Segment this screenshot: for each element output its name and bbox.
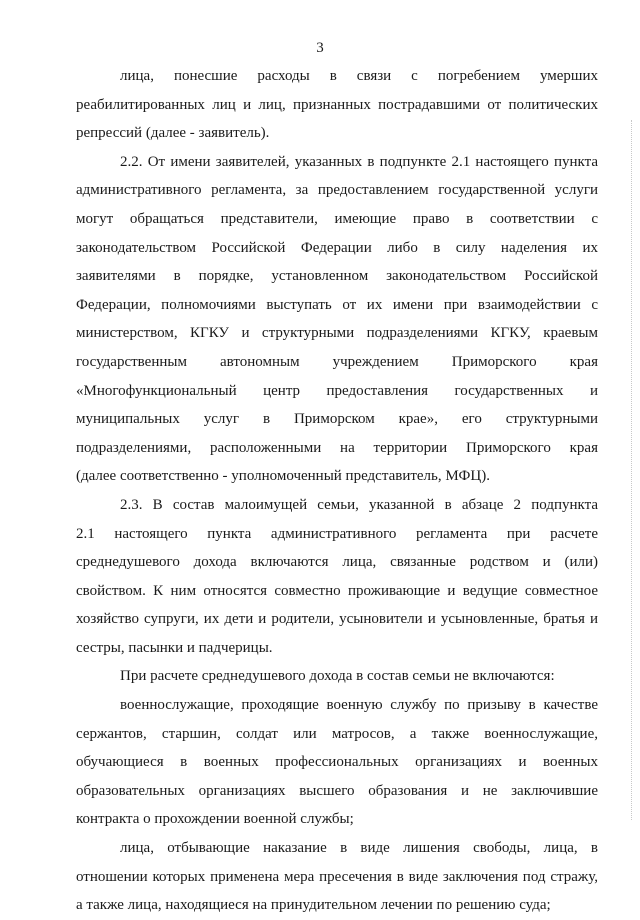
page-number: 3 bbox=[316, 40, 324, 56]
text-line: свойством. К ним относятся совместно проживающие и ведущие совместное bbox=[76, 582, 598, 599]
text-line: муниципальных услуг в Приморском крае», его структурными bbox=[76, 411, 598, 428]
text-line: военнослужащие, проходящие военную службу по призыву в качестве bbox=[120, 697, 598, 714]
text-line: Федерации, полномочиями выступать от их имени при взаимодействии с bbox=[76, 296, 598, 313]
text-line: подразделениями, расположенными на территории Приморского края bbox=[76, 439, 598, 456]
text-line: отношении которых применена мера пресечения в виде заключения под стражу, bbox=[76, 868, 598, 885]
text-line: 2.3. В состав малоимущей семьи, указанной в абзаце 2 подпункта bbox=[120, 496, 598, 513]
scan-edge-marks bbox=[631, 120, 634, 820]
text-line: При расчете среднедушевого дохода в состав семьи не включаются: bbox=[120, 668, 555, 685]
text-line: обучающиеся в военных профессиональных организациях и военных bbox=[76, 754, 598, 771]
text-line: а также лица, находящиеся на принудительном лечении по решению суда; bbox=[76, 897, 551, 914]
text-line: хозяйство супруги, их дети и родители, усыновители и усыновленные, братья и bbox=[76, 611, 598, 628]
text-line: лица, отбывающие наказание в виде лишения свободы, лица, в bbox=[120, 840, 598, 857]
text-line: заявителями в порядке, установленном законодательством Российской bbox=[76, 268, 598, 285]
text-line: законодательством Российской Федерации либо в силу наделения их bbox=[76, 239, 598, 256]
text-line: реабилитированных лиц и лиц, признанных пострадавшими от политических bbox=[76, 96, 598, 113]
text-line: могут обращаться представители, имеющие право в соответствии с bbox=[76, 210, 598, 227]
text-line: образовательных организациях высшего образования и не заключившие bbox=[76, 782, 598, 799]
text-line: «Многофункциональный центр предоставления государственных и bbox=[76, 382, 598, 399]
text-line: сержантов, старшин, солдат или матросов, а также военнослужащие, bbox=[76, 725, 598, 742]
text-line: сестры, пасынки и падчерицы. bbox=[76, 639, 273, 656]
text-line: среднедушевого дохода включаются лица, связанные родством и (или) bbox=[76, 554, 598, 571]
document-body bbox=[76, 62, 598, 920]
text-line: 2.2. От имени заявителей, указанных в подпункте 2.1 настоящего пункта bbox=[120, 153, 598, 170]
text-line: государственным автономным учреждением Приморского края bbox=[76, 353, 598, 370]
text-line: министерством, КГКУ и структурными подразделениями КГКУ, краевым bbox=[76, 325, 598, 342]
text-line: административного регламента, за предоставлением государственной услуги bbox=[76, 182, 598, 199]
text-line: лица, понесшие расходы в связи с погребением умерших bbox=[120, 68, 598, 84]
text-line: 2.1 настоящего пункта административного регламента при расчете bbox=[76, 525, 598, 542]
text-line: (далее соответственно - уполномоченный представитель, МФЦ). bbox=[76, 468, 490, 485]
text-line: репрессий (далее - заявитель). bbox=[76, 125, 270, 142]
text-line: контракта о прохождении военной службы; bbox=[76, 811, 354, 828]
